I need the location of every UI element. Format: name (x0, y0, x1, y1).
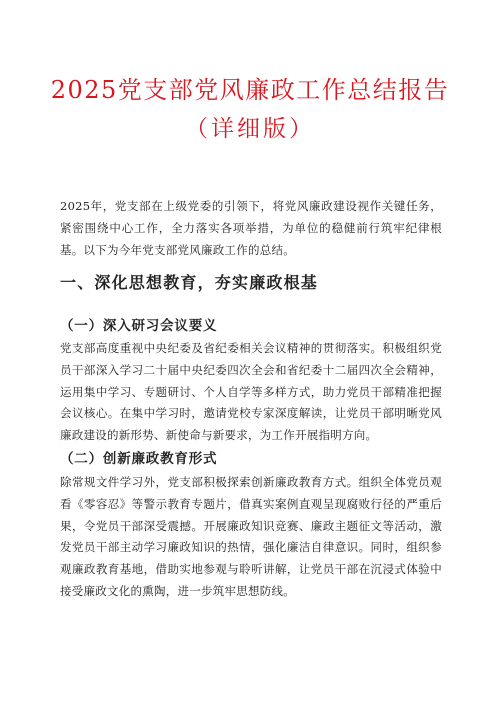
intro-paragraph: 2025年，党支部在上级党委的引领下，将党风廉政建设视作关键任务，紧密围绕中心工作，全力落实各项举措，为单位的稳健前行筑牢纪律根基。以下为今年党支部党风廉政工作的总结。 (60, 199, 442, 257)
document-title: 2025党支部党风廉政工作总结报告 (50, 76, 450, 104)
document-subtitle: （详细版） (185, 116, 315, 142)
subsection-body-2: 除常规文件学习外，党支部积极探索创新廉政教育方式。组织全体党员观看《零容忍》等警示教育专题片，借真实案例直观呈现腐败行径的严重后果，令党员干部深受震撼。开展廉政知识竞赛、廉政主题征文等活动，激发党员干部主动学习廉政知识的热情，强化廉洁自律意识。同时，组织参观廉政教育基地，借助实地参观与聆听讲解，让党员干部在沉浸式体验中接受廉政文化的熏陶，进一步筑牢思想防线。 (60, 475, 442, 598)
subsection-heading-2: （二）创新廉政教育形式 (60, 451, 218, 467)
section-heading: 一、深化思想教育，夯实廉政根基 (60, 273, 319, 292)
subsection-body-1: 党支部高度重视中央纪委及省纪委相关会议精神的贯彻落实。积极组织党员干部深入学习二十届中央纪委四次全会和省纪委十二届四次全会精神，运用集中学习、专题研讨、个人自学等多样方式，助力党员干部精准把握会议核心。在集中学习时，邀请党校专家深度解读，让党员干部明晰党风廉政建设的新形势、新使命与新要求，为工作开展指明方向。 (60, 341, 442, 443)
subsection-heading-1: （一）深入研习会议要义 (60, 318, 218, 334)
